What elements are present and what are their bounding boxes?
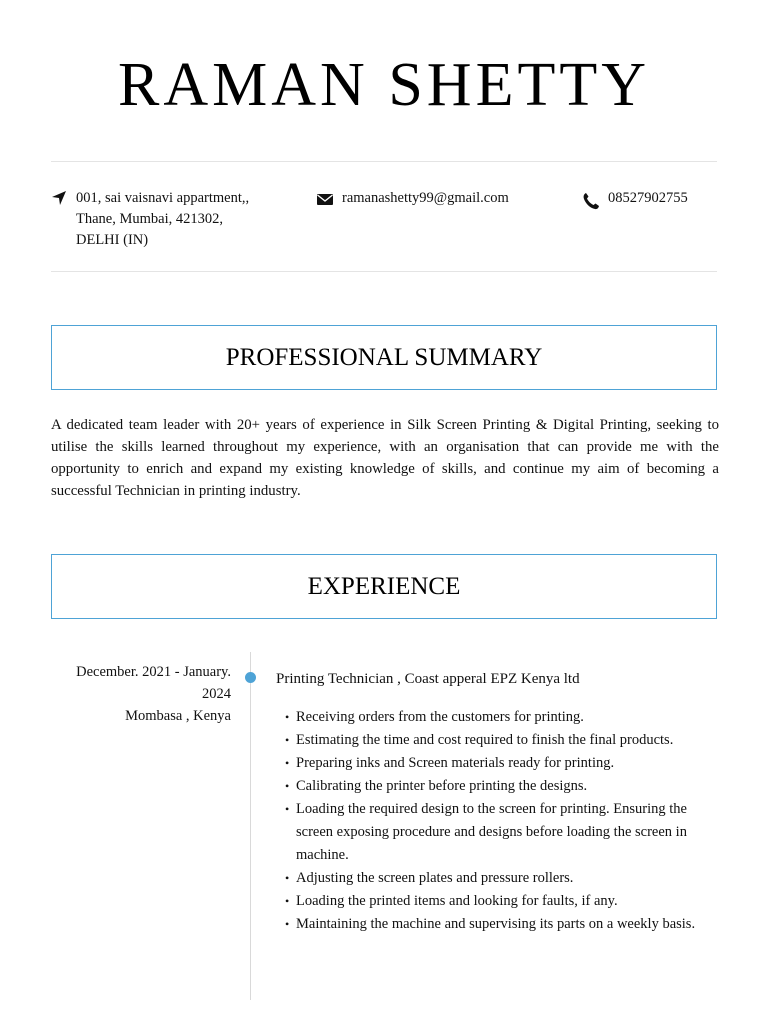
location-arrow-icon (51, 190, 67, 206)
envelope-icon (317, 192, 333, 208)
job-duty-item: • Receiving orders from the customers for printing. (286, 706, 706, 729)
job-duty-item: • Loading the printed items and looking for faults, if any. (286, 890, 706, 913)
job-location: Mombasa , Kenya (125, 708, 231, 724)
header-divider-top (51, 161, 717, 162)
timeline-line (250, 652, 251, 1000)
email-text[interactable]: ramanashetty99@gmail.com (342, 190, 509, 206)
summary-text: A dedicated team leader with 20+ years of experience in Silk Screen Printing & Digital Printing, seeking to utilise the skills learned throughout my experience, with an organisation that can provide me with the opportunity to enrich and expand my existing knowledge of skills, and continue my aim of becoming a successful Technician in printing industry. (51, 417, 719, 499)
job-duty-item: • Loading the required design to the screen for printing. Ensuring the screen exposing procedure and designs before loading the screen in machine. (286, 798, 706, 867)
job-duty-item: • Estimating the time and cost required to finish the final products. (286, 729, 706, 752)
address-text: 001, sai vaisnavi appartment,, Thane, Mumbai, 421302, DELHI (IN) (76, 190, 250, 248)
experience-heading: EXPERIENCE (51, 554, 717, 619)
job-meta (60, 661, 231, 727)
header-divider-bottom (51, 271, 717, 272)
phone-text[interactable]: 08527902755 (608, 190, 688, 206)
job-title: Printing Technician , Coast apperal EPZ Kenya ltd (276, 671, 580, 687)
job-duties-list (286, 706, 706, 936)
job-duty-item: • Adjusting the screen plates and pressure rollers. (286, 867, 706, 890)
timeline-dot (245, 672, 256, 683)
phone-icon (583, 192, 599, 210)
candidate-name: RAMAN SHETTY (118, 51, 650, 119)
job-duty-item: • Maintaining the machine and supervising its parts on a weekly basis. (286, 913, 706, 936)
job-duty-item: • Preparing inks and Screen materials ready for printing. (286, 752, 706, 775)
job-duty-item: • Calibrating the printer before printing the designs. (286, 775, 706, 798)
job-dates: December. 2021 - January. 2024 (76, 664, 231, 702)
summary-heading: PROFESSIONAL SUMMARY (51, 325, 717, 390)
